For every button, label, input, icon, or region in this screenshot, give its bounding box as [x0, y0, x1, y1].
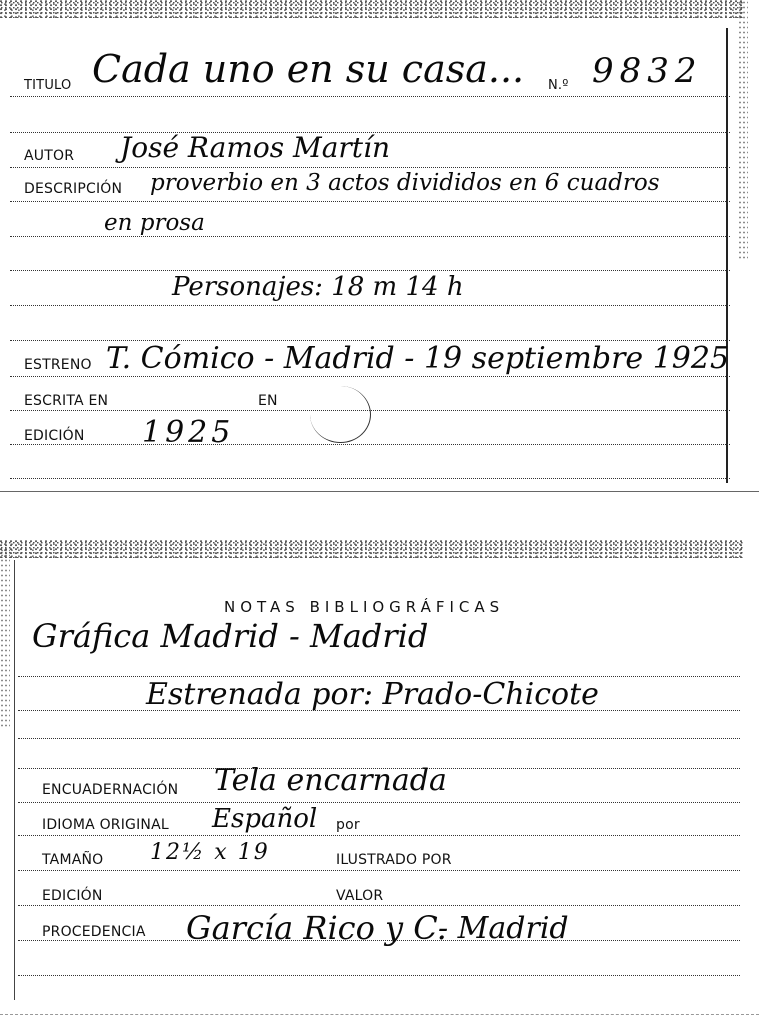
encuadernacion-value: Tela encarnada — [214, 763, 447, 798]
edicion-value: 1925 — [142, 415, 235, 450]
notes-line-2: Estrenada por: Prado-Chicote — [146, 677, 599, 712]
titulo-label: TITULO — [24, 78, 72, 93]
en-label: EN — [258, 393, 278, 409]
ilustrado-por-label: ILUSTRADO POR — [336, 852, 452, 868]
titulo-value: Cada uno en su casa... — [92, 47, 525, 91]
edicion-label-bottom: EDICIÓN — [42, 888, 103, 904]
estreno-label: ESTRENO — [24, 357, 92, 373]
rule — [10, 270, 730, 271]
card-frame-left-bottom — [14, 560, 15, 1000]
personajes-value: Personajes: 18 m 14 h — [172, 272, 464, 302]
card-separator — [0, 491, 759, 492]
stamp-mark — [310, 386, 371, 443]
descripcion-value-line2: en prosa — [104, 210, 205, 236]
rule — [10, 305, 730, 306]
autor-value: José Ramos Martín — [120, 131, 391, 164]
idioma-original-value: Español — [212, 804, 318, 834]
notes-line-1: Gráfica Madrid - Madrid — [32, 617, 429, 655]
descripcion-value-line1: proverbio en 3 actos divididos en 6 cuadros — [150, 170, 660, 196]
escrita-en-label: ESCRITA EN — [24, 393, 109, 409]
procedencia-value-2: - Madrid — [438, 911, 569, 946]
procedencia-value-1: García Rico y C. — [186, 909, 447, 947]
rule — [18, 975, 740, 976]
rule — [10, 478, 730, 479]
tamano-label: TAMAÑO — [42, 852, 104, 868]
encuadernacion-label: ENCUADERNACIÓN — [42, 782, 179, 798]
rule — [10, 96, 730, 97]
card-edge-texture-top — [0, 540, 745, 558]
rule — [10, 376, 730, 377]
descripcion-label: DESCRIPCIÓN — [24, 181, 123, 197]
rule — [10, 167, 730, 168]
rule — [10, 201, 730, 202]
tamano-value: 12½ x 19 — [150, 840, 270, 865]
idioma-original-label: IDIOMA ORIGINAL — [42, 817, 169, 833]
autor-label: AUTOR — [24, 148, 75, 164]
valor-label: VALOR — [336, 888, 384, 904]
rule — [18, 835, 740, 836]
estreno-value: T. Cómico - Madrid - 19 septiembre 1925 — [106, 341, 730, 376]
numero-label: N.º — [548, 78, 569, 93]
rule — [18, 802, 740, 803]
numero-value: 9832 — [592, 51, 703, 91]
rule — [18, 905, 740, 906]
notas-bibliograficas-heading: NOTAS BIBLIOGRÁFICAS — [224, 598, 505, 616]
card-edge-texture-left — [0, 548, 10, 728]
rule — [10, 444, 730, 445]
rule — [18, 738, 740, 739]
rule — [18, 870, 740, 871]
por-label: por — [336, 817, 360, 833]
procedencia-label: PROCEDENCIA — [42, 924, 146, 940]
rule — [10, 236, 730, 237]
edicion-label: EDICIÓN — [24, 428, 85, 444]
page-bottom-edge — [0, 1014, 759, 1015]
